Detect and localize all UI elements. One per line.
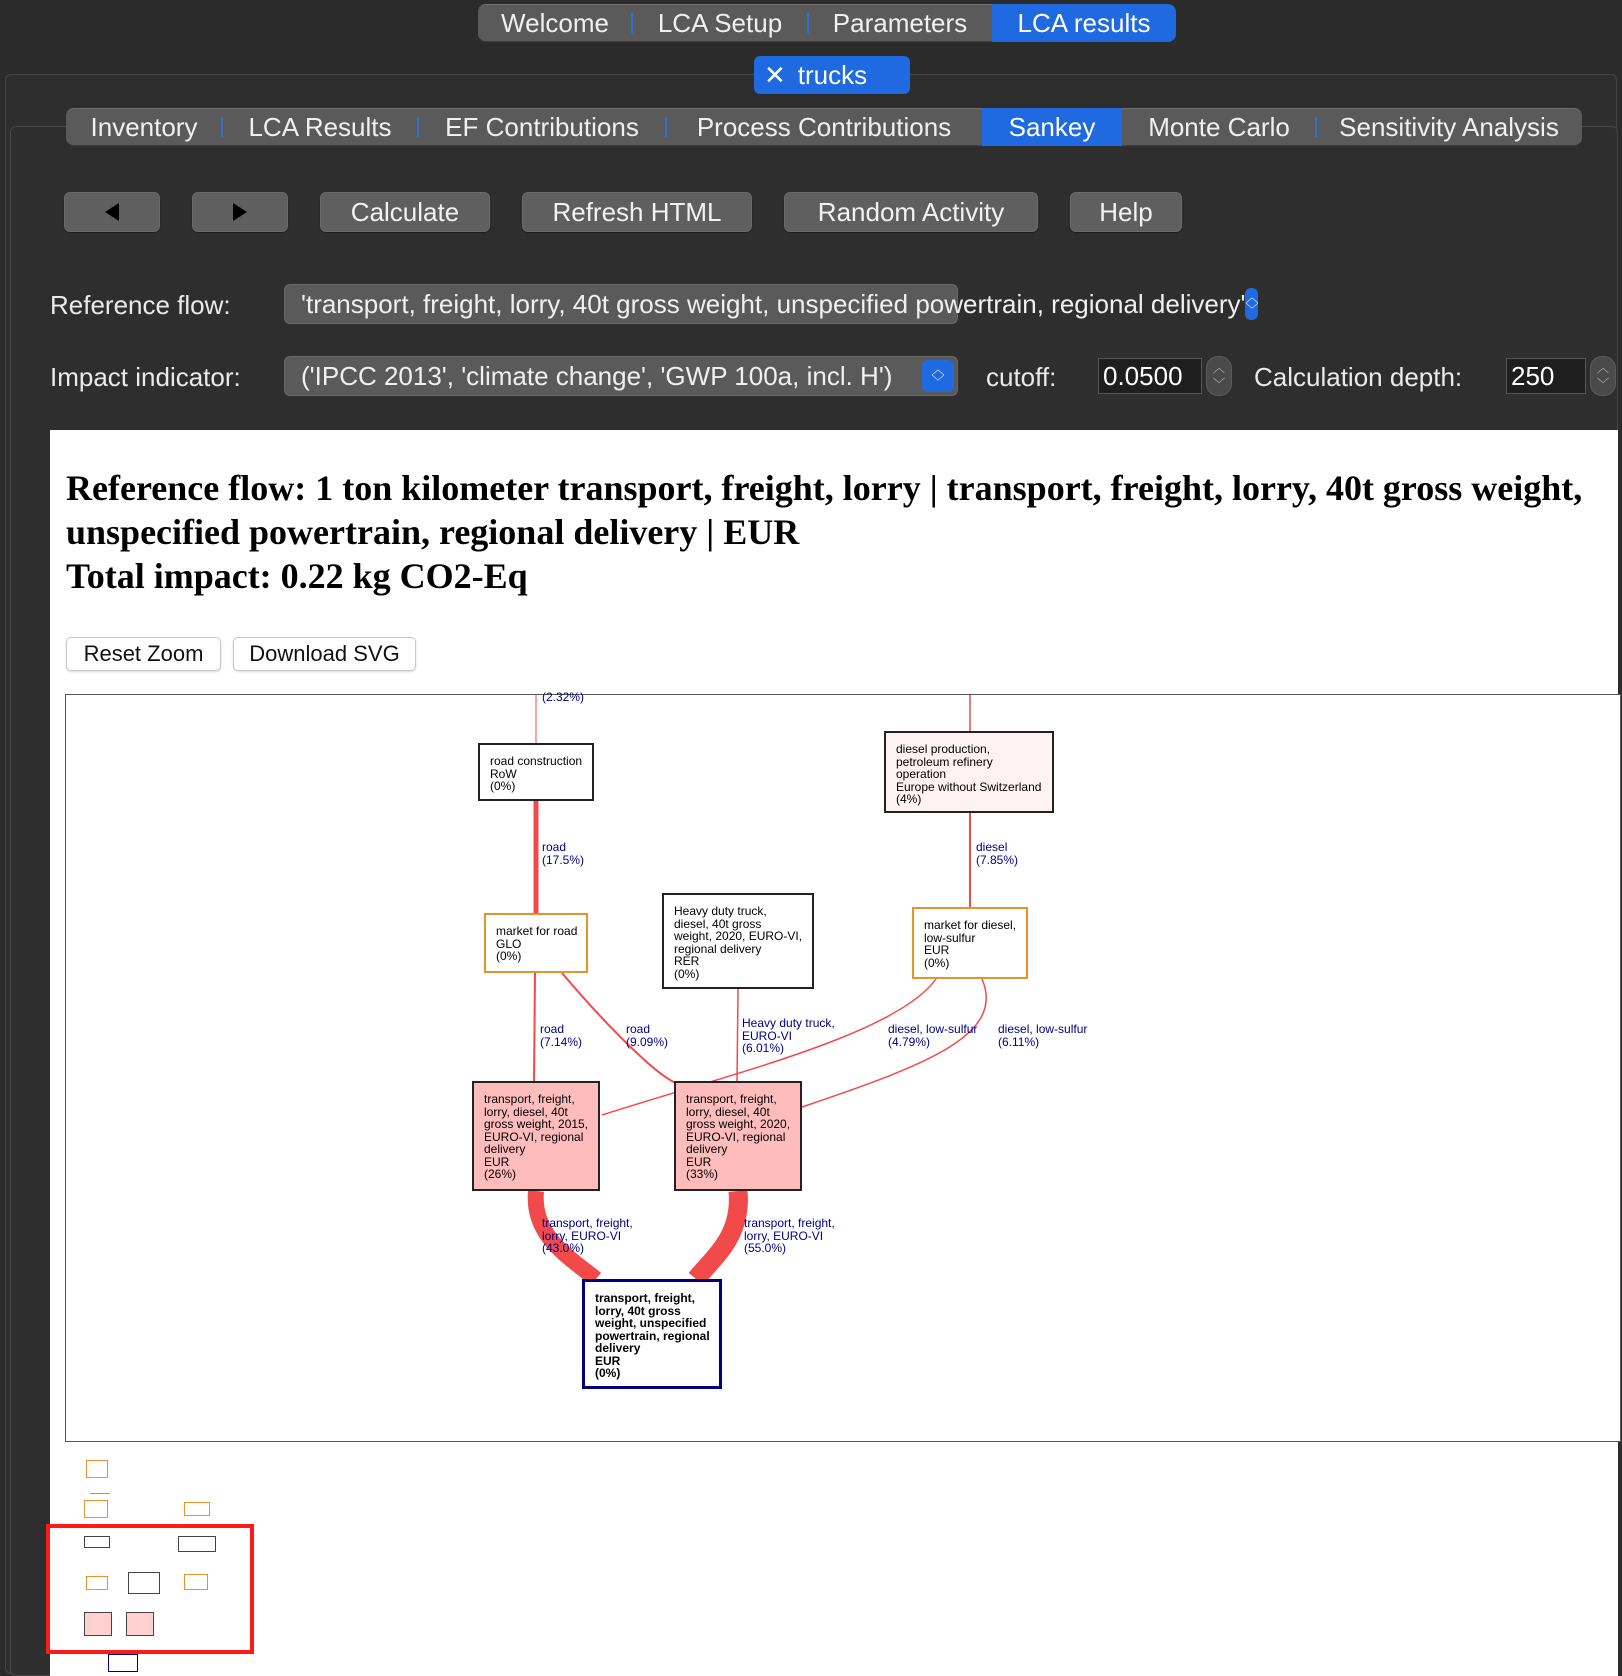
tab-inventory[interactable]: Inventory	[66, 108, 222, 146]
minimap-node	[86, 1460, 108, 1478]
sankey-graph[interactable]	[65, 690, 1621, 1442]
download-svg-button[interactable]: Download SVG	[233, 637, 416, 671]
minimap-node	[84, 1500, 108, 1518]
impact-indicator-select[interactable]	[284, 356, 958, 396]
main-tabbar	[478, 4, 1176, 42]
forward-button[interactable]	[192, 192, 288, 232]
reference-flow-value: 'transport, freight, lorry, 40t gross weight, unspecified powertrain, regional delivery'	[301, 288, 1246, 319]
back-button[interactable]	[64, 192, 160, 232]
edge-road-2	[534, 973, 535, 1083]
minimap-viewport[interactable]	[46, 1524, 254, 1654]
cutoff-stepper[interactable]: ︿ ﹀	[1206, 356, 1232, 396]
node-heavy-duty-truck[interactable]: Heavy duty truck, diesel, 40t gross weight, 2020, EURO-VI, regional delivery RER (0%)	[662, 893, 814, 989]
calculation-depth-label: Calculation depth:	[1254, 362, 1463, 392]
triangle-left-icon	[105, 203, 119, 221]
sankey-title	[66, 466, 1596, 598]
edge-label: Heavy duty truck, EURO-VI (6.01%)	[742, 1016, 835, 1055]
impact-indicator-label: Impact indicator:	[50, 362, 241, 392]
node-transport-lorry-2020[interactable]: transport, freight, lorry, diesel, 40t gross weight, 2020, EURO-VI, regional delivery EUR (33%)	[674, 1081, 802, 1191]
sankey-webview	[50, 430, 1618, 1676]
triangle-right-icon	[233, 203, 247, 221]
tab-lca-setup[interactable]: LCA Setup	[632, 4, 808, 42]
node-diesel-production[interactable]: diesel production, petroleum refinery operation Europe without Switzerland (4%)	[884, 731, 1054, 813]
sub-tabbar	[66, 108, 1582, 146]
random-activity-button[interactable]: Random Activity	[784, 192, 1038, 232]
close-icon[interactable]: ✕	[764, 60, 786, 90]
updown-chevron-icon: ︿ ﹀	[922, 360, 954, 392]
tab-lca-results[interactable]: LCA results	[992, 4, 1176, 42]
calculation-depth-input[interactable]: 250	[1506, 358, 1586, 394]
node-transport-lorry-2015[interactable]: transport, freight, lorry, diesel, 40t gross weight, 2015, EURO-VI, regional delivery EUR (26%)	[472, 1081, 600, 1191]
sankey-edges	[66, 695, 1622, 1443]
reference-flow-select[interactable]	[284, 284, 1259, 324]
calculate-button[interactable]: Calculate	[320, 192, 490, 232]
tab-process-contributions[interactable]: Process Contributions	[666, 108, 982, 146]
doc-tab-label: trucks	[797, 59, 868, 90]
edge-label: transport, freight, lorry, EURO-VI (43.0%)	[542, 1216, 633, 1255]
edge-label: diesel, low-sulfur (4.79%)	[888, 1022, 978, 1049]
help-button[interactable]: Help	[1070, 192, 1182, 232]
impact-indicator-value: ('IPCC 2013', 'climate change', 'GWP 100a, incl. H')	[301, 360, 893, 391]
tab-lca-results-sub[interactable]: LCA Results	[222, 108, 418, 146]
tab-sankey[interactable]: Sankey	[982, 108, 1122, 146]
reference-flow-label: Reference flow:	[50, 290, 231, 320]
calculation-depth-stepper[interactable]: ︿ ﹀	[1590, 356, 1616, 396]
node-market-for-road[interactable]: market for road GLO (0%)	[484, 913, 588, 973]
minimap-node	[108, 1654, 138, 1672]
edge-label: road (17.5%)	[542, 840, 585, 867]
cutoff-label: cutoff:	[986, 362, 1057, 392]
sankey-minimap[interactable]	[50, 1448, 310, 1676]
sankey-title-reference-flow: Reference flow: 1 ton kilometer transport, freight, lorry | transport, freight, lorry, 40t gross weight, unspecified powertrain, regional delivery | EUR	[66, 468, 1583, 552]
tab-parameters[interactable]: Parameters	[808, 4, 992, 42]
node-road-construction[interactable]: road construction RoW (0%)	[478, 743, 594, 801]
edge-label: diesel (7.85%)	[976, 840, 1019, 867]
doc-tab-trucks[interactable]	[754, 56, 910, 94]
reset-zoom-button[interactable]: Reset Zoom	[66, 637, 221, 671]
edge-truck	[737, 989, 738, 1083]
edge-label: road (7.14%)	[540, 1022, 583, 1049]
tab-monte-carlo[interactable]: Monte Carlo	[1122, 108, 1316, 146]
updown-chevron-icon: ︿ ﹀	[1245, 288, 1258, 320]
tab-sensitivity-analysis[interactable]: Sensitivity Analysis	[1316, 108, 1582, 146]
tab-ef-contributions[interactable]: EF Contributions	[418, 108, 666, 146]
edge-label: diesel, low-sulfur (6.11%)	[998, 1022, 1088, 1049]
sankey-title-total-impact: Total impact: 0.22 kg CO2-Eq	[66, 556, 528, 596]
tab-welcome[interactable]: Welcome	[478, 4, 632, 42]
edge-label: road (9.09%)	[626, 1022, 669, 1049]
cutoff-input[interactable]: 0.0500	[1098, 358, 1202, 394]
minimap-node	[184, 1502, 210, 1516]
refresh-html-button[interactable]: Refresh HTML	[522, 192, 752, 232]
edge-tf-2	[696, 1191, 738, 1279]
edge-label: transport, freight, lorry, EURO-VI (55.0%)	[744, 1216, 835, 1255]
edge-label: (2.32%)	[542, 690, 585, 704]
node-root-transport-unspecified[interactable]: transport, freight, lorry, 40t gross weight, unspecified powertrain, regional delivery EUR (0%)	[582, 1279, 722, 1389]
minimap-node	[90, 1482, 110, 1494]
node-market-for-diesel[interactable]: market for diesel, low-sulfur EUR (0%)	[912, 907, 1028, 979]
